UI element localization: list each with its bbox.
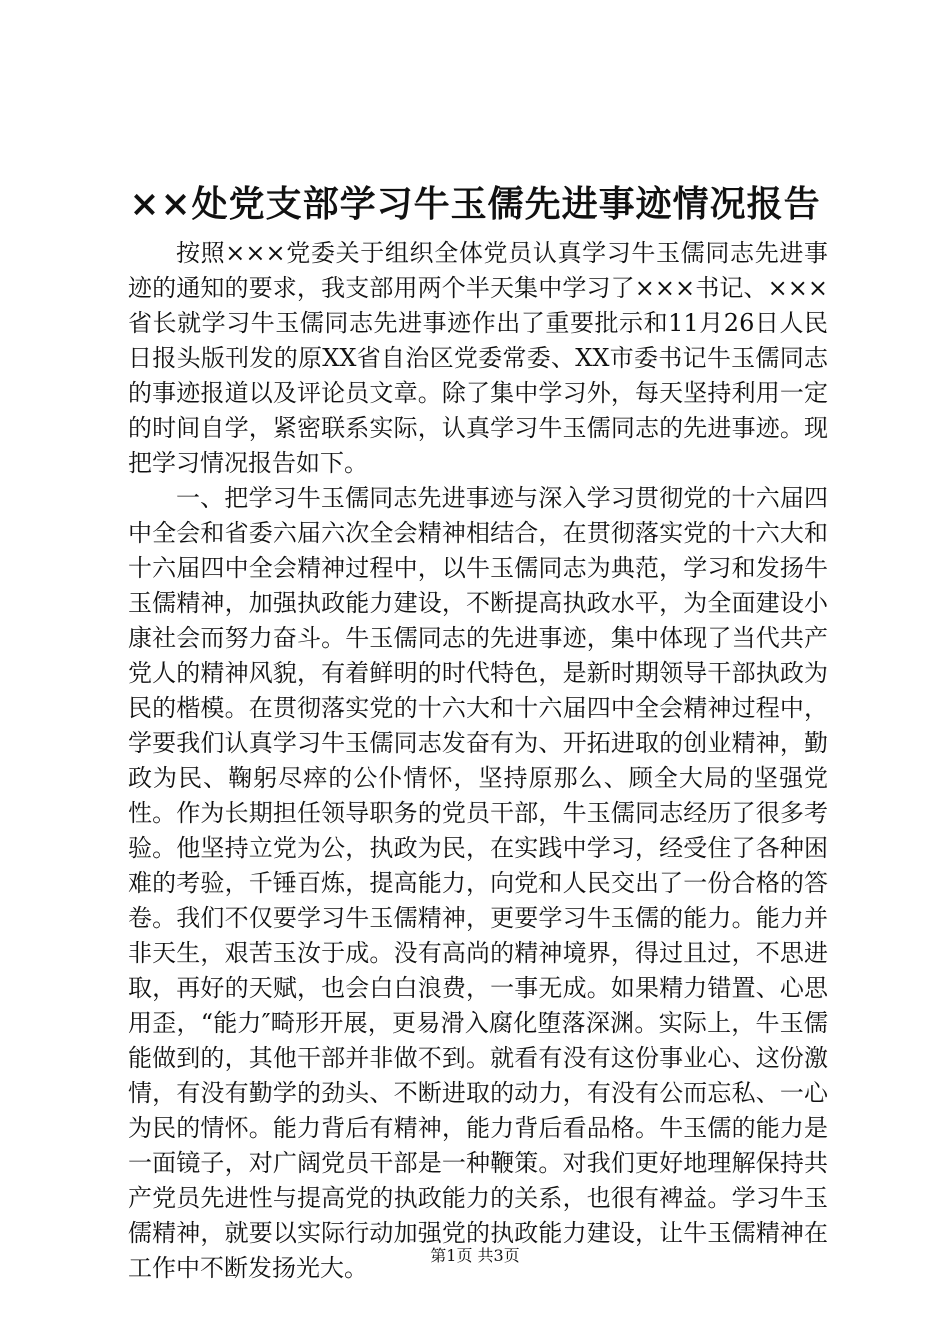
document-body <box>128 236 828 1286</box>
section-one-paragraph: 一、把学习牛玉儒同志先进事迹与深入学习贯彻党的十六届四中全会和省委六届六次全会精神相结合，在贯彻落实党的十六大和十六届四中全会精神过程中，以牛玉儒同志为典范，学习和发扬牛玉儒精神，加强执政能力建设，不断提高执政水平，为全面建设小康社会而努力奋斗。牛玉儒同志的先进事迹，集中体现了当代共产党人的精神风貌，有着鲜明的时代特色，是新时期领导干部执政为民的楷模。在贯彻落实党的十六大和十六届四中全会精神过程中，学要我们认真学习牛玉儒同志发奋有为、开拓进取的创业精神，勤政为民、鞠躬尽瘁的公仆情怀，坚持原那么、顾全大局的坚强党性。作为长期担任领导职务的党员干部，牛玉儒同志经历了很多考验。他坚持立党为公，执政为民，在实践中学习，经受住了各种困难的考验，千锤百炼，提高能力，向党和人民交出了一份合格的答卷。我们不仅要学习牛玉儒精神，更要学习牛玉儒的能力。能力并非天生，艰苦玉汝于成。没有高尚的精神境界，得过且过，不思进取，再好的天赋，也会白白浪费，一事无成。如果精力错置、心思用歪，“能力″畸形开展，更易滑入腐化堕落深渊。实际上，牛玉儒能做到的，其他干部并非做不到。就看有没有这份事业心、这份激情，有没有勤学的劲头、不断进取的动力，有没有公而忘私、一心为民的情怀。能力背后有精神，能力背后看品格。牛玉儒的能力是一面镜子，对广阔党员干部是一种鞭策。对我们更好地理解保持共产党员先进性与提高党的执政能力的关系，也很有裨益。学习牛玉儒精神，就要以实际行动加强党的执政能力建设，让牛玉儒精神在工作中不断发扬光大。 <box>128 484 828 1282</box>
page-number: 第1页 共3页 <box>430 1246 520 1265</box>
document-title: ××处党支部学习牛玉儒先进事迹情况报告 <box>129 183 821 225</box>
intro-paragraph: 按照×××党委关于组织全体党员认真学习牛玉儒同志先进事迹的通知的要求，我支部用两个半天集中学习了×××书记、×××省长就学习牛玉儒同志先进事迹作出了重要批示和11月26日人民日报头版刊发的原XX省自治区党委常委、XX市委书记牛玉儒同志的事迹报道以及评论员文章。除了集中学习外，每天坚持利用一定的时间自学，紧密联系实际，认真学习牛玉儒同志的先进事迹。现把学习情况报告如下。 <box>128 239 828 477</box>
